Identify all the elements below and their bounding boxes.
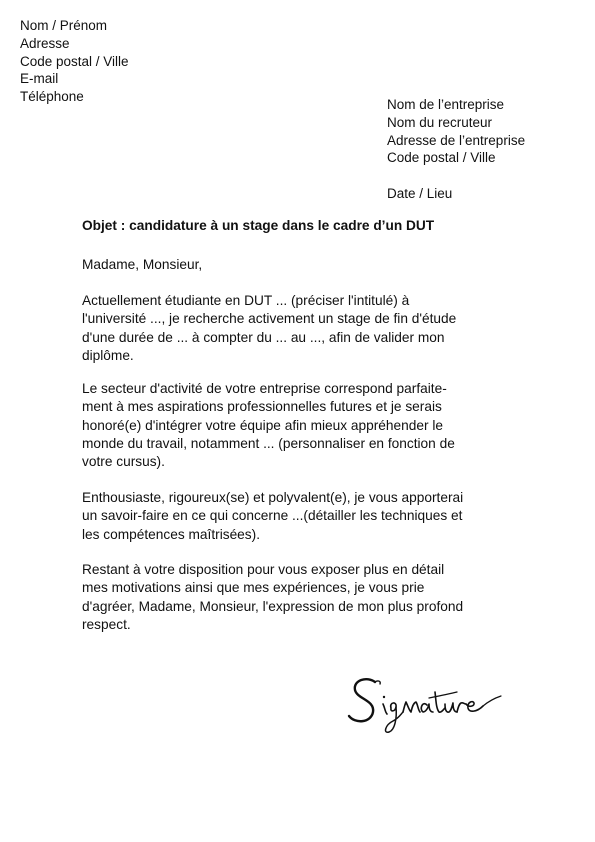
paragraph-line: votre cursus). (82, 454, 165, 470)
paragraph-line: Enthousiaste, rigoureux(se) et polyvalent(e), je vous apporterai (82, 490, 464, 505)
recipient-block (387, 96, 525, 203)
date-place: Date / Lieu (387, 186, 453, 202)
paragraph-line: ment à mes aspirations professionnelles futures et je serais (82, 399, 442, 415)
sender-postal-city: Code postal / Ville (20, 53, 129, 69)
paragraph-line: les compétences maîtrisées). (82, 526, 261, 542)
paragraph-line: respect. (82, 616, 131, 632)
recipient-company-address: Adresse de l’entreprise (387, 132, 526, 148)
recipient-recruiter: Nom du recruteur (387, 114, 493, 130)
sender-address: Adresse (20, 35, 70, 51)
paragraph-line: mes motivations ainsi que mes expériences, je vous prie (82, 580, 425, 596)
sender-block (20, 17, 129, 106)
paragraph-line: Restant à votre disposition pour vous exposer plus en détail (82, 562, 445, 577)
handwritten-signature (345, 668, 505, 746)
paragraph-2 (82, 380, 522, 471)
paragraph-line: monde du travail, notamment ... (personnaliser en fonction de (82, 435, 455, 451)
paragraph-line: d'une durée de ... à compter du ... au ..., afin de valider mon (82, 329, 445, 345)
paragraph-line: honoré(e) d'intégrer votre équipe afin mieux appréhender le (82, 417, 443, 433)
paragraph-4 (82, 561, 522, 634)
letter-greeting: Madame, Monsieur, (82, 257, 203, 272)
paragraph-line: un savoir-faire en ce qui concerne ...(détailler les techniques et (82, 508, 463, 524)
recipient-company: Nom de l’entreprise (387, 97, 505, 112)
paragraph-line: Le secteur d'activité de votre entreprise correspond parfaite- (82, 381, 447, 396)
paragraph-line: l'université ..., je recherche activement un stage de fin d'étude (82, 311, 457, 327)
sender-email: E-mail (20, 71, 59, 87)
paragraph-line: Actuellement étudiante en DUT ... (préciser l'intitulé) à (82, 293, 410, 308)
recipient-postal-city: Code postal / Ville (387, 150, 496, 166)
sender-name: Nom / Prénom (20, 18, 108, 33)
sender-phone: Téléphone (20, 89, 84, 105)
letter-subject: Objet : candidature à un stage dans le cadre d’un DUT (82, 218, 435, 233)
paragraph-3 (82, 489, 522, 544)
paragraph-1 (82, 292, 522, 365)
paragraph-line: diplôme. (82, 347, 134, 363)
paragraph-line: d'agréer, Madame, Monsieur, l'expression de mon plus profond (82, 598, 464, 614)
